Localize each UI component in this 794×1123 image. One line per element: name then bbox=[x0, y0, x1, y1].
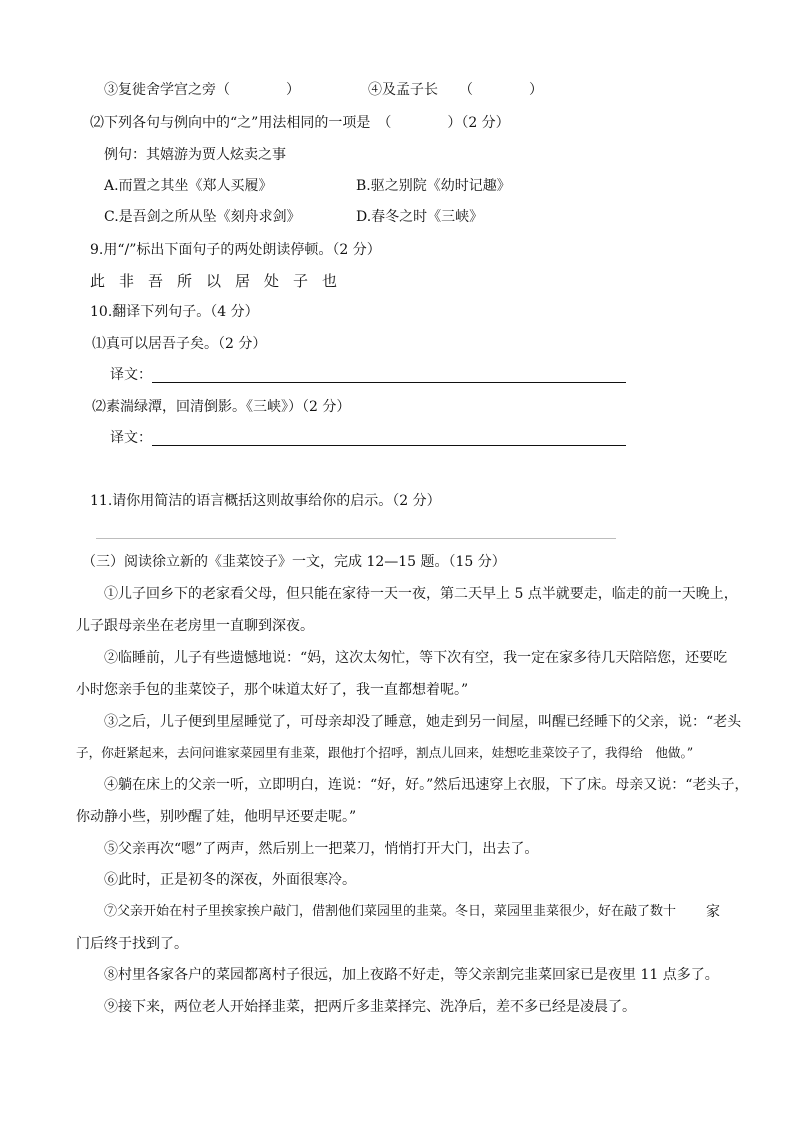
q10-answer-label-2: 译文： bbox=[110, 430, 152, 446]
para-3-line-2: 子，你赶紧起来，去问问谁家菜园里有韭菜，跟他打个招呼，割点儿回来，娃想吃韭菜饺子了，我得给 他做。” bbox=[76, 745, 694, 760]
para-2-line-1: ②临睡前，儿子有些遗憾地说：“妈，这次太匆忙，等下次有空，我一定在家多待几天陪陪您，还要吃 bbox=[104, 650, 728, 666]
q8-item4: ④及孟子长 （ ） bbox=[368, 82, 543, 98]
q8-option-a: A.而置之其坐《郑人买履》 bbox=[104, 178, 273, 194]
para-4-line-1: ④躺在床上的父亲一听，立即明白，连说：“好，好。”然后迅速穿上衣服，下了床。母亲又说：“老头子， bbox=[104, 777, 749, 793]
q10-answer-label-1: 译文： bbox=[110, 367, 152, 383]
q10-sentence-1: ⑴真可以居吾子矣。（2 分） bbox=[92, 336, 267, 352]
q9-title: 9.用“/”标出下面句子的两处朗读停顿。（2 分） bbox=[90, 242, 381, 258]
q8-option-c: C.是吾剑之所从坠《刻舟求剑》 bbox=[104, 209, 301, 225]
para-7-line-2: 门后终于找到了。 bbox=[76, 936, 188, 952]
para-3-line-1: ③之后，儿子便到里屋睡觉了，可母亲却没了睡意，她走到另一间屋，叫醒已经睡下的父亲，说：“老头 bbox=[104, 714, 742, 730]
q8-item3: ③复徙舍学宫之旁（ ） bbox=[104, 82, 300, 98]
q8-example: 例句：其嬉游为贾人炫卖之事 bbox=[104, 147, 286, 163]
q8-option-b: B.驱之别院《幼时记趣》 bbox=[356, 178, 511, 194]
q10-sentence-2: ⑵素湍绿潭，回清倒影。《三峡》）（2 分） bbox=[92, 399, 351, 415]
para-7-line-1-end: 家 bbox=[706, 904, 720, 920]
q10-title: 10.翻译下列句子。（4 分） bbox=[90, 304, 259, 320]
q8-sub2: ⑵下列各句与例向中的“之”用法相同的一项是 （ ）（2 分） bbox=[90, 115, 510, 131]
para-6: ⑥此时，正是初冬的深夜，外面很寒冷。 bbox=[104, 872, 356, 888]
q11-answer-line[interactable] bbox=[96, 538, 616, 539]
q10-answer-line-2[interactable] bbox=[152, 445, 626, 446]
para-1-line-2: 儿子跟母亲坐在老房里一直聊到深夜。 bbox=[76, 618, 314, 634]
q10-answer-line-1[interactable] bbox=[152, 382, 626, 383]
para-8: ⑧村里各家各户的菜园都离村子很远，加上夜路不好走，等父亲割完韭菜回家已是夜里 11 点多了。 bbox=[104, 967, 719, 983]
section3-title: （三）阅读徐立新的《韭菜饺子》一文，完成 12—15 题。（15 分） bbox=[82, 554, 506, 570]
para-9: ⑨接下来，两位老人开始择韭菜，把两斤多韭菜择完、洗净后，差不多已经是凌晨了。 bbox=[104, 999, 636, 1015]
para-1-line-1: ①儿子回乡下的老家看父母，但只能在家待一天一夜，第二天早上 5 点半就要走，临走的前一天晚上， bbox=[104, 586, 738, 602]
q8-option-d: D.春冬之时《三峡》 bbox=[356, 209, 484, 225]
para-5: ⑤父亲再次“嗯”了两声，然后别上一把菜刀，悄悄打开大门，出去了。 bbox=[104, 841, 539, 857]
para-4-line-2: 你动静小些，别吵醒了娃，他明早还要走呢。” bbox=[76, 809, 357, 825]
para-7-line-1: ⑦父亲开始在村子里挨家挨户敲门，借割他们菜园里的韭菜。冬日，菜园里韭菜很少，好在敲了数十 bbox=[104, 904, 677, 919]
q11-title: 11.请你用简洁的语言概括这则故事给你的启示。（2 分） bbox=[90, 493, 441, 509]
q9-sentence: 此非吾所以居处子也 bbox=[90, 272, 352, 290]
para-2-line-2: 小时您亲手包的韭菜饺子，那个味道太好了，我一直都想着呢。” bbox=[76, 682, 469, 698]
